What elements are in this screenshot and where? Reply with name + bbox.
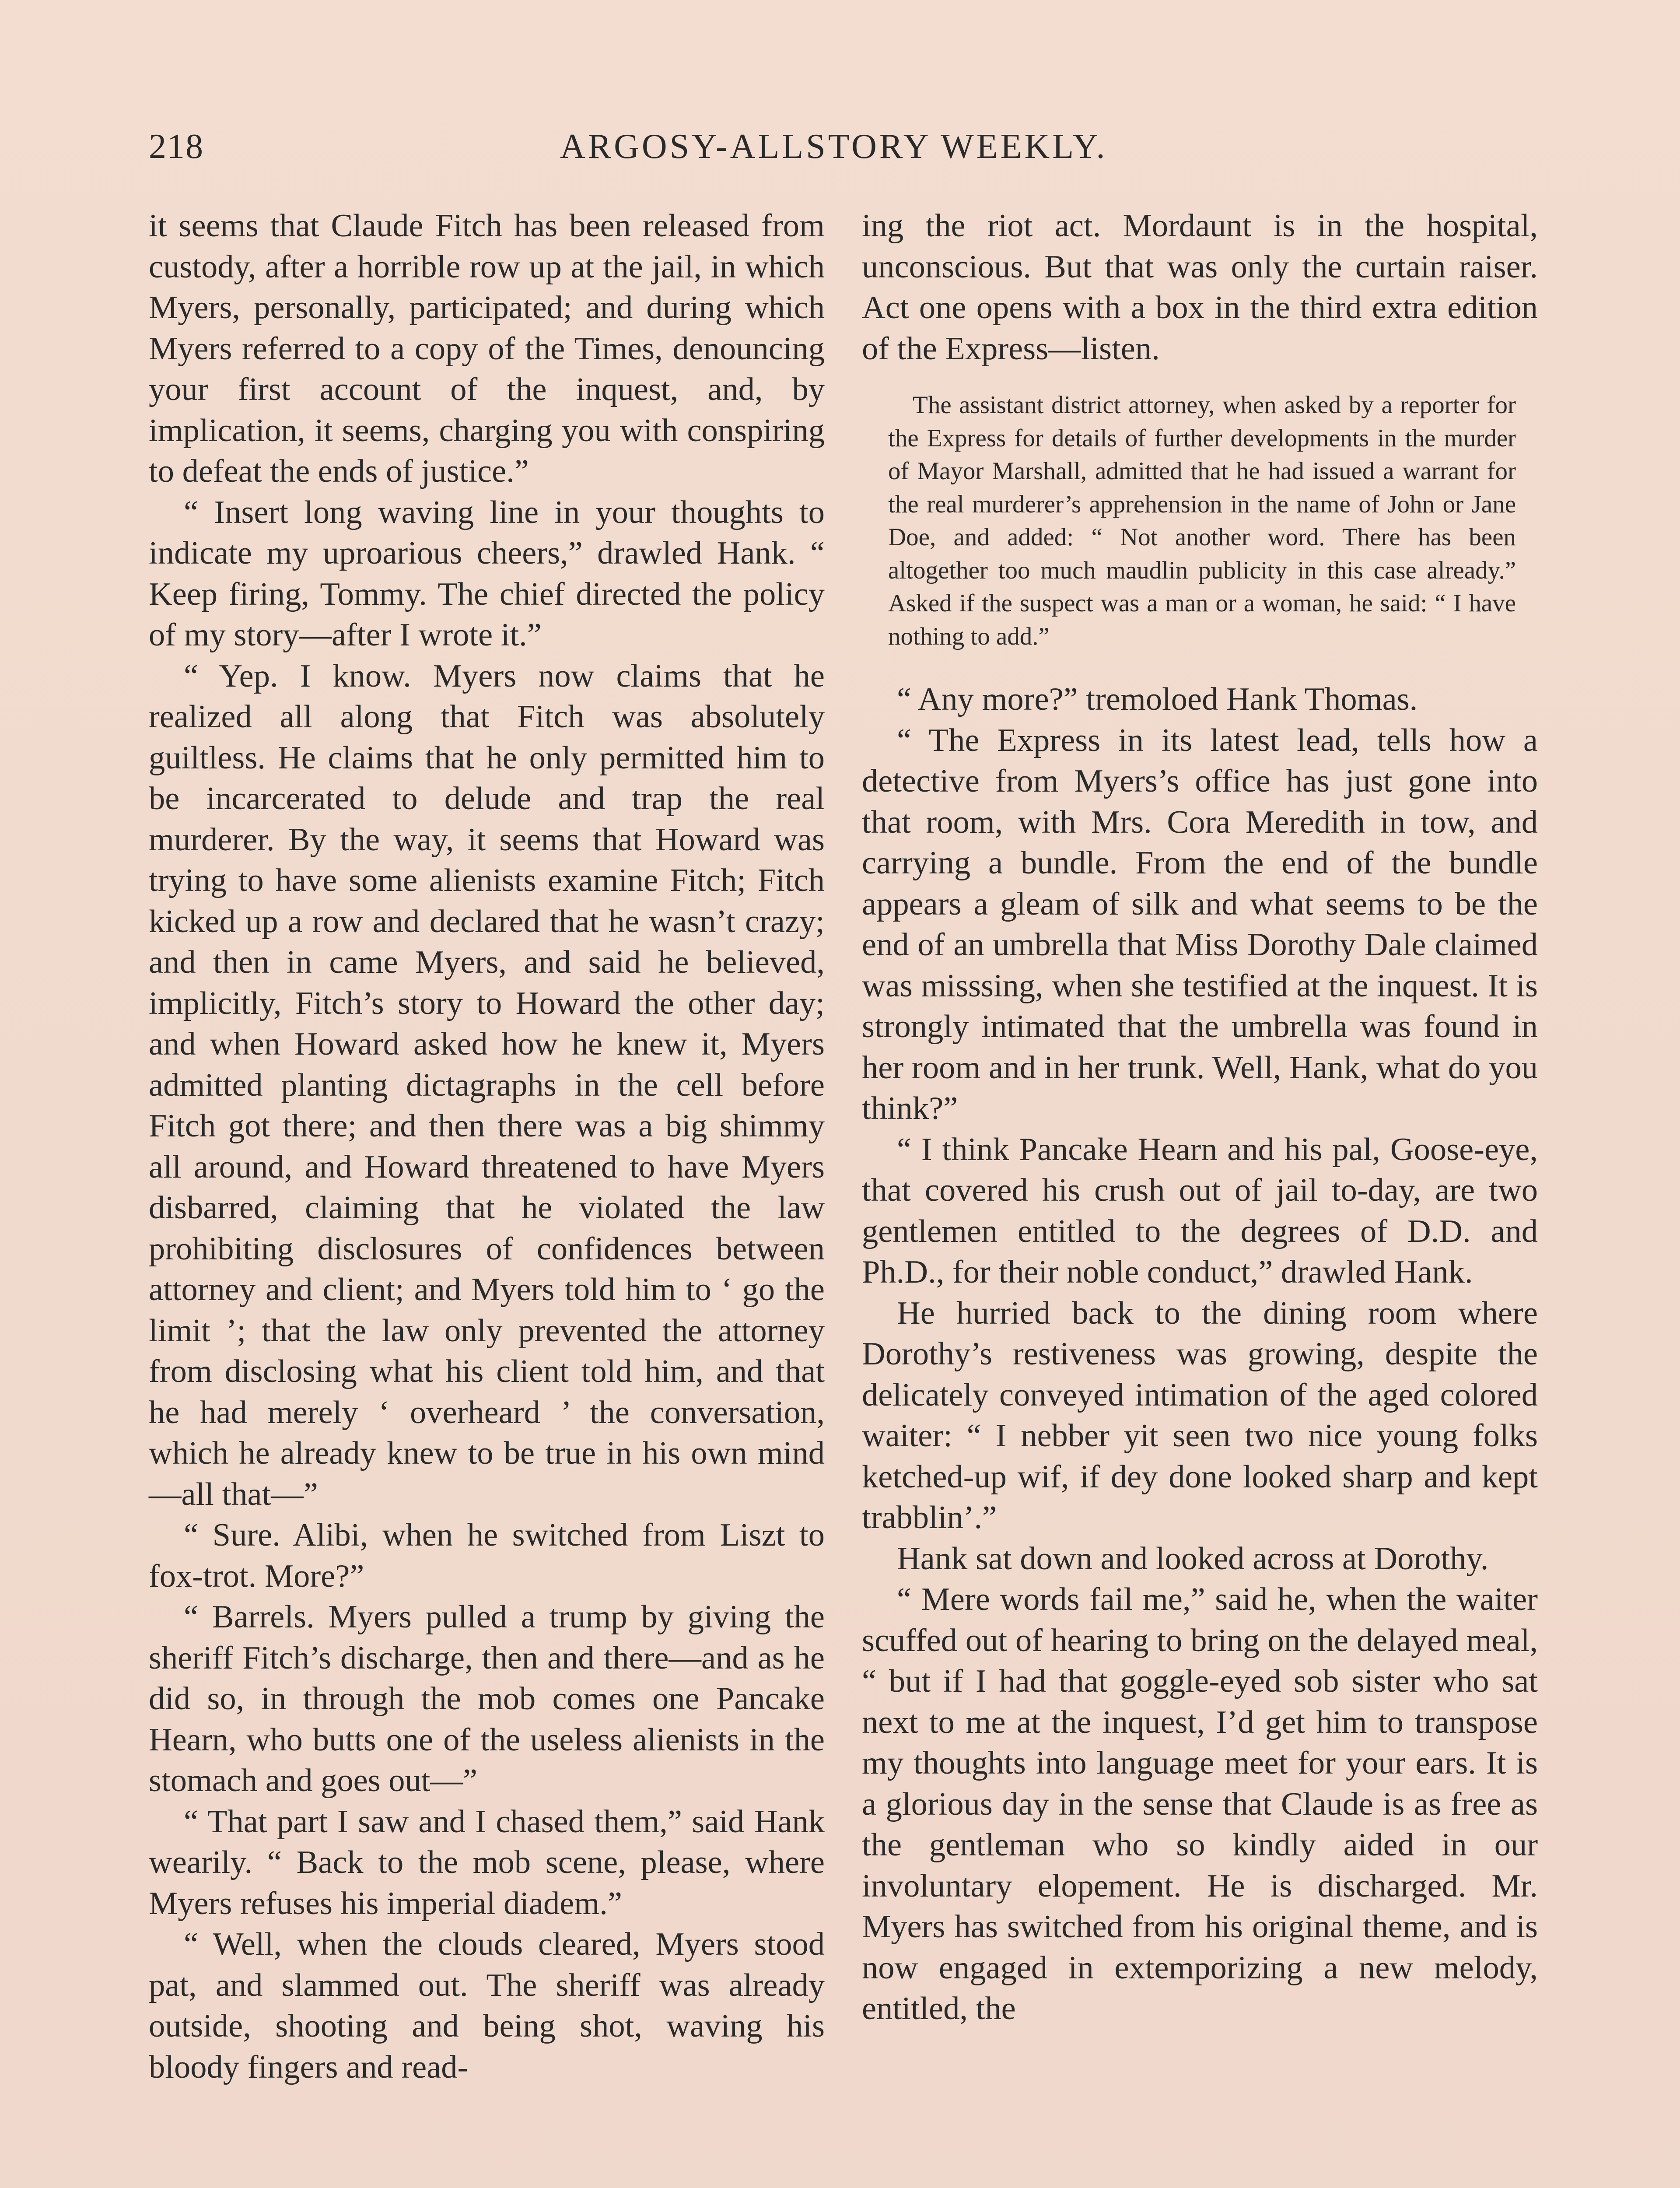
newspaper-quote-box <box>888 389 1516 653</box>
paragraph: “ Sure. Alibi, when he switched from Liszt to fox-trot. More?” <box>149 1517 825 1594</box>
page-header <box>149 127 1540 184</box>
paragraph: it seems that Claude Fitch has been released from custody, after a horrible row up at the jail, in which Myers, personally, participated; and during which Myers referred to a copy of the Times, denouncing your first account of the inquest, and, by implication, it seems, charging you with conspiring to defeat the ends of justice.” <box>149 208 825 489</box>
page-number: 218 <box>149 127 204 166</box>
paragraph: “ Insert long waving line in your thoughts to indicate my uproarious cheers,” drawled Hank. “ Keep firing, Tommy. The chief directed the policy of my story—after I wrote it.” <box>149 494 825 653</box>
paragraph: “ Any more?” tremoloed Hank Thomas. <box>897 681 1418 717</box>
paragraph: ing the riot act. Mordaunt is in the hospital, unconscious. But that was only the curtain raiser. Act one opens with a box in the third extra edition of the Express—listen. <box>862 208 1538 367</box>
paragraph: “ I think Pancake Hearn and his pal, Goose-eye, that covered his crush out of jail to-day, are two gentlemen entitled to the degrees of D.D. and Ph.D., for their noble conduct,” drawled Hank. <box>862 1131 1538 1290</box>
paragraph: He hurried back to the dining room where Dorothy’s restiveness was growing, despite the delicately conveyed intimation of the aged colored waiter: “ I nebber yit seen two nice young folks ketched-up wif, if dey done looked sharp and kept trabblin’.” <box>862 1295 1538 1536</box>
paragraph: “ Yep. I know. Myers now claims that he realized all along that Fitch was absolutely guiltless. He claims that he only permitted him to be incarcerated to delude and trap the real murderer. By the way, it seems that Howard was trying to have some alienists examine Fitch; Fitch kicked up a row and declared that he wasn’t crazy; and then in came Myers, and said he believed, implicitly, Fitch’s story to Howard the other day; and when Howard asked how he knew it, Myers admitted planting dictagraphs in the cell before Fitch got there; and then there was a big shimmy all around, and Howard threatened to have Myers disbarred, claiming that he violated the law prohibiting disclosures of confidences between attorney and client; and Myers told him to ‘ go the limit ’; that the law only prevented the attorney from disclosing what his client told him, and that he had merely ‘ overheard ’ the conversation, which he already knew to be true in his own mind—all that—” <box>149 658 825 1512</box>
left-column <box>149 206 825 2188</box>
paragraph: “ That part I saw and I chased them,” said Hank wearily. “ Back to the mob scene, please, where Myers refuses his imperial diadem.” <box>149 1803 825 1922</box>
paragraph: “ Mere words fail me,” said he, when the waiter scuffed out of hearing to bring on the delayed meal, “ but if I had that goggle-eyed sob sister who sat next to me at the inquest, I’d get him to transpose my thoughts into language meet for your ears. It is a glorious day in the sense that Claude is as free as the gentleman who so kindly aided in our involuntary elopement. He is discharged. Mr. Myers has switched from his original theme, and is now engaged in extemporizing a new melody, entitled, the <box>862 1581 1538 2027</box>
quote-text: The assistant district attorney, when asked by a reporter for the Express for details of further developments in the murder of Mayor Marshall, admitted that he had issued a warrant for the real murderer’s apprehension in the name of John or Jane Doe, and added: “ Not another word. There has been altogether too much maudlin publicity in this case already.” Asked if the suspect was a man or a woman, he said: “ I have nothing to add.” <box>888 391 1516 650</box>
paragraph: “ Barrels. Myers pulled a trump by giving the sheriff Fitch’s discharge, then and there—and as he did so, in through the mob comes one Pancake Hearn, who butts one of the useless alienists in the stomach and goes out—” <box>149 1599 825 1799</box>
paragraph: “ The Express in its latest lead, tells how a detective from Myers’s office has just gone into that room, with Mrs. Cora Meredith in tow, and carrying a bundle. From the end of the bundle appears a gleam of silk and what seems to be the end of an umbrella that Miss Dorothy Dale claimed was misssing, when she testified at the inquest. It is strongly intimated that the umbrella was found in her room and in her trunk. Well, Hank, what do you think?” <box>862 722 1538 1126</box>
paragraph: “ Well, when the clouds cleared, Myers stood pat, and slammed out. The sheriff was already outside, shooting and being shot, waving his bloody fingers and read- <box>149 1926 825 2085</box>
right-column <box>862 206 1538 2188</box>
running-title: ARGOSY-ALLSTORY WEEKLY. <box>560 127 1108 166</box>
paragraph: Hank sat down and looked across at Dorothy. <box>897 1540 1489 1577</box>
